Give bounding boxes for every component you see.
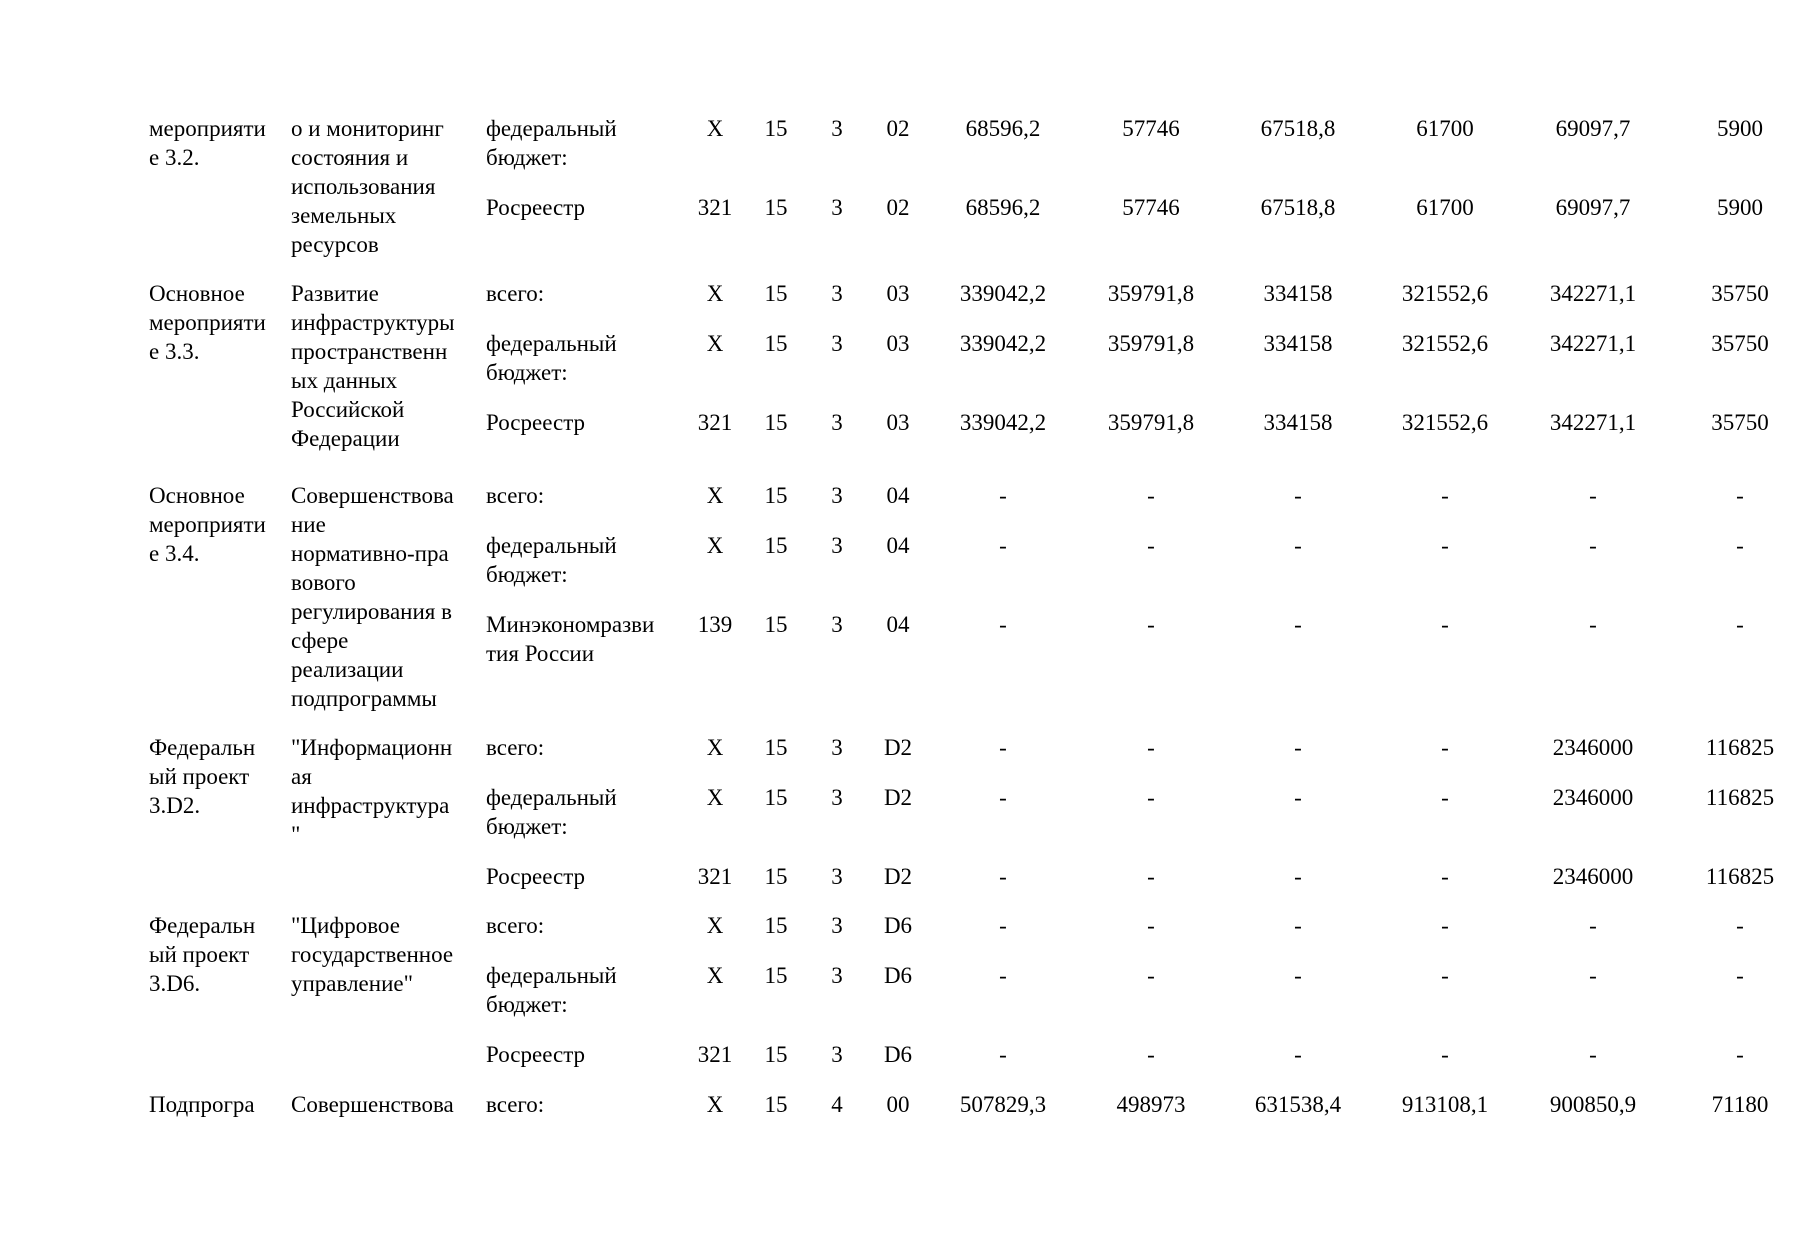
- amount-value: -: [999, 913, 1007, 938]
- amount-value: 61700: [1416, 195, 1474, 220]
- amount-value: -: [1589, 1042, 1597, 1067]
- amount-value: -: [1147, 1042, 1155, 1067]
- amount-value: -: [999, 612, 1007, 637]
- amount-value: 67518,8: [1260, 195, 1336, 220]
- item-name-text: ая: [291, 764, 312, 789]
- item-name-text: "Информационн: [291, 735, 453, 760]
- item-name-text: использования: [291, 174, 436, 199]
- item-name-text: ": [291, 822, 301, 847]
- amount-value: -: [1147, 533, 1155, 558]
- code-grbs: X: [706, 483, 724, 508]
- amount-value: -: [1441, 483, 1449, 508]
- amount-value: 913108,1: [1401, 1092, 1489, 1117]
- amount-value: -: [1441, 612, 1449, 637]
- amount-value: -: [1589, 913, 1597, 938]
- amount-value: 2346000: [1552, 735, 1634, 760]
- funding-source-text: Росреестр: [486, 195, 586, 220]
- funding-source-text: бюджет:: [486, 145, 568, 170]
- amount-value: -: [1441, 913, 1449, 938]
- code-pgp: 3: [831, 735, 843, 760]
- code-grbs: X: [706, 785, 724, 810]
- code-pgp: 3: [831, 116, 843, 141]
- funding-source-text: Росреестр: [486, 864, 586, 889]
- item-type-text: 3.D6.: [149, 971, 201, 996]
- amount-value: 334158: [1263, 281, 1333, 306]
- amount-value: 339042,2: [959, 331, 1047, 356]
- funding-source-text: бюджет:: [486, 814, 568, 839]
- amount-value: 5900: [1717, 116, 1763, 141]
- item-name-text: регулирования в: [291, 599, 452, 624]
- amount-value: 5900: [1717, 195, 1763, 220]
- amount-value: -: [1589, 483, 1597, 508]
- item-type-text: е 3.4.: [149, 541, 200, 566]
- amount-value: -: [1736, 963, 1744, 988]
- code-gp: 15: [764, 331, 788, 356]
- code-gp: 15: [764, 195, 788, 220]
- code-gp: 15: [764, 913, 788, 938]
- amount-value: 342271,1: [1549, 331, 1637, 356]
- amount-value: 116825: [1705, 785, 1775, 810]
- amount-value: 507829,3: [959, 1092, 1047, 1117]
- code-pgp: 3: [831, 281, 843, 306]
- item-type-text: Федеральн: [149, 913, 256, 938]
- code-grbs: X: [706, 331, 724, 356]
- item-name-text: ресурсов: [291, 232, 379, 257]
- code-om: D6: [883, 963, 913, 988]
- item-name-text: инфраструктуры: [291, 310, 455, 335]
- amount-value: 68596,2: [965, 116, 1041, 141]
- code-grbs: X: [706, 281, 724, 306]
- amount-value: -: [1736, 612, 1744, 637]
- amount-value: -: [1441, 1042, 1449, 1067]
- code-om: D2: [883, 785, 913, 810]
- code-pgp: 3: [831, 864, 843, 889]
- item-type-text: Федеральн: [149, 735, 256, 760]
- funding-source-text: бюджет:: [486, 562, 568, 587]
- item-name-text: Российской: [291, 397, 405, 422]
- funding-source-text: всего:: [486, 735, 545, 760]
- amount-value: 2346000: [1552, 864, 1634, 889]
- item-name-text: состояния и: [291, 145, 409, 170]
- code-om: 00: [886, 1092, 910, 1117]
- amount-value: -: [1441, 533, 1449, 558]
- funding-source-text: Росреестр: [486, 410, 586, 435]
- funding-source-text: федеральный: [486, 116, 617, 141]
- amount-value: 900850,9: [1549, 1092, 1637, 1117]
- amount-value: -: [1294, 533, 1302, 558]
- funding-source-text: всего:: [486, 1092, 545, 1117]
- amount-value: -: [1589, 533, 1597, 558]
- code-pgp: 3: [831, 410, 843, 435]
- amount-value: 57746: [1122, 195, 1180, 220]
- item-name-text: вового: [291, 570, 356, 595]
- amount-value: -: [1441, 864, 1449, 889]
- code-gp: 15: [764, 785, 788, 810]
- amount-value: -: [1147, 483, 1155, 508]
- code-grbs: X: [706, 963, 724, 988]
- code-grbs: X: [706, 913, 724, 938]
- item-name-text: реализации: [291, 657, 404, 682]
- amount-value: 498973: [1116, 1092, 1186, 1117]
- item-name-text: "Цифровое: [291, 913, 400, 938]
- amount-value: 359791,8: [1107, 281, 1195, 306]
- code-pgp: 3: [831, 331, 843, 356]
- code-om: D6: [883, 913, 913, 938]
- code-pgp: 3: [831, 612, 843, 637]
- funding-source-text: тия России: [486, 641, 595, 666]
- funding-source-text: бюджет:: [486, 360, 568, 385]
- amount-value: -: [1736, 483, 1744, 508]
- item-type-text: мероприяти: [149, 310, 266, 335]
- item-name-text: сфере: [291, 628, 349, 653]
- code-pgp: 3: [831, 963, 843, 988]
- amount-value: -: [1147, 785, 1155, 810]
- code-om: 02: [886, 116, 910, 141]
- amount-value: -: [1736, 913, 1744, 938]
- amount-value: -: [1147, 913, 1155, 938]
- amount-value: -: [1589, 963, 1597, 988]
- code-om: D6: [883, 1042, 913, 1067]
- amount-value: -: [999, 533, 1007, 558]
- funding-source-text: всего:: [486, 913, 545, 938]
- funding-source-text: всего:: [486, 483, 545, 508]
- amount-value: 339042,2: [959, 281, 1047, 306]
- item-type-text: Основное: [149, 281, 245, 306]
- amount-value: 321552,6: [1401, 331, 1489, 356]
- amount-value: 321552,6: [1401, 410, 1489, 435]
- amount-value: 35750: [1711, 331, 1769, 356]
- amount-value: -: [1736, 533, 1744, 558]
- item-name-text: государственное: [291, 942, 454, 967]
- amount-value: 334158: [1263, 410, 1333, 435]
- amount-value: -: [1441, 735, 1449, 760]
- amount-value: -: [1294, 963, 1302, 988]
- item-name-text: управление": [291, 971, 413, 996]
- item-name-text: ых данных: [291, 368, 398, 393]
- code-om: D2: [883, 864, 913, 889]
- code-om: 02: [886, 195, 910, 220]
- amount-value: 71180: [1711, 1092, 1769, 1117]
- code-grbs: 321: [697, 195, 733, 220]
- amount-value: -: [999, 785, 1007, 810]
- amount-value: -: [1441, 785, 1449, 810]
- item-name-text: нормативно-пра: [291, 541, 449, 566]
- item-name-text: Развитие: [291, 281, 379, 306]
- code-grbs: 321: [697, 864, 733, 889]
- item-name-text: Федерации: [291, 426, 400, 451]
- funding-source-text: бюджет:: [486, 992, 568, 1017]
- code-grbs: X: [706, 533, 724, 558]
- funding-source-text: федеральный: [486, 331, 617, 356]
- amount-value: -: [1294, 864, 1302, 889]
- code-gp: 15: [764, 735, 788, 760]
- amount-value: -: [1589, 612, 1597, 637]
- amount-value: 116825: [1705, 735, 1775, 760]
- code-gp: 15: [764, 1092, 788, 1117]
- item-name-text: ние: [291, 512, 326, 537]
- amount-value: -: [999, 864, 1007, 889]
- funding-source-text: Росреестр: [486, 1042, 586, 1067]
- code-om: 04: [886, 533, 910, 558]
- amount-value: -: [1441, 963, 1449, 988]
- code-gp: 15: [764, 281, 788, 306]
- funding-source-text: Минэкономразви: [486, 612, 655, 637]
- amount-value: 359791,8: [1107, 331, 1195, 356]
- amount-value: -: [999, 963, 1007, 988]
- amount-value: -: [1294, 483, 1302, 508]
- amount-value: 35750: [1711, 410, 1769, 435]
- code-pgp: 3: [831, 533, 843, 558]
- code-pgp: 3: [831, 483, 843, 508]
- code-om: 03: [886, 331, 910, 356]
- amount-value: 342271,1: [1549, 410, 1637, 435]
- code-pgp: 3: [831, 1042, 843, 1067]
- item-name-text: о и мониторинг: [291, 116, 444, 141]
- item-type-text: е 3.3.: [149, 339, 200, 364]
- code-grbs: X: [706, 735, 724, 760]
- amount-value: 631538,4: [1254, 1092, 1342, 1117]
- amount-value: 68596,2: [965, 195, 1041, 220]
- code-grbs: 321: [697, 410, 733, 435]
- amount-value: 69097,7: [1555, 116, 1631, 141]
- code-gp: 15: [764, 612, 788, 637]
- amount-value: 57746: [1122, 116, 1180, 141]
- item-type-text: мероприяти: [149, 116, 266, 141]
- amount-value: 69097,7: [1555, 195, 1631, 220]
- code-pgp: 3: [831, 913, 843, 938]
- code-grbs: 321: [697, 1042, 733, 1067]
- amount-value: 35750: [1711, 281, 1769, 306]
- item-type-text: ый проект: [149, 764, 250, 789]
- item-name-text: пространственн: [291, 339, 448, 364]
- code-gp: 15: [764, 864, 788, 889]
- amount-value: 321552,6: [1401, 281, 1489, 306]
- code-gp: 15: [764, 963, 788, 988]
- amount-value: 342271,1: [1549, 281, 1637, 306]
- item-name-text: инфраструктура: [291, 793, 450, 818]
- amount-value: -: [1147, 963, 1155, 988]
- amount-value: -: [1736, 1042, 1744, 1067]
- amount-value: 334158: [1263, 331, 1333, 356]
- funding-source-text: федеральный: [486, 533, 617, 558]
- code-grbs: X: [706, 116, 724, 141]
- amount-value: 67518,8: [1260, 116, 1336, 141]
- amount-value: -: [1294, 735, 1302, 760]
- code-gp: 15: [764, 116, 788, 141]
- item-name-text: земельных: [291, 203, 397, 228]
- item-type-text: е 3.2.: [149, 145, 200, 170]
- code-gp: 15: [764, 1042, 788, 1067]
- amount-value: -: [1294, 612, 1302, 637]
- amount-value: 2346000: [1552, 785, 1634, 810]
- amount-value: -: [999, 735, 1007, 760]
- amount-value: 359791,8: [1107, 410, 1195, 435]
- funding-source-text: федеральный: [486, 785, 617, 810]
- funding-source-text: федеральный: [486, 963, 617, 988]
- amount-value: -: [1147, 612, 1155, 637]
- code-om: 03: [886, 410, 910, 435]
- amount-value: -: [999, 483, 1007, 508]
- amount-value: -: [1294, 1042, 1302, 1067]
- amount-value: -: [1294, 913, 1302, 938]
- item-name-text: Совершенствова: [291, 1092, 454, 1117]
- item-type-text: мероприяти: [149, 512, 266, 537]
- amount-value: -: [1147, 735, 1155, 760]
- code-om: D2: [883, 735, 913, 760]
- code-pgp: 4: [831, 1092, 843, 1117]
- code-om: 04: [886, 483, 910, 508]
- item-type-text: ый проект: [149, 942, 250, 967]
- item-type-text: Основное: [149, 483, 245, 508]
- item-type-text: Подпрогра: [149, 1092, 255, 1117]
- code-om: 03: [886, 281, 910, 306]
- item-name-text: Совершенствова: [291, 483, 454, 508]
- amount-value: 116825: [1705, 864, 1775, 889]
- code-gp: 15: [764, 410, 788, 435]
- code-gp: 15: [764, 533, 788, 558]
- code-om: 04: [886, 612, 910, 637]
- code-pgp: 3: [831, 195, 843, 220]
- code-grbs: X: [706, 1092, 724, 1117]
- amount-value: -: [1147, 864, 1155, 889]
- funding-source-text: всего:: [486, 281, 545, 306]
- code-pgp: 3: [831, 785, 843, 810]
- amount-value: -: [999, 1042, 1007, 1067]
- amount-value: 61700: [1416, 116, 1474, 141]
- item-type-text: 3.D2.: [149, 793, 201, 818]
- item-name-text: подпрограммы: [291, 686, 437, 711]
- amount-value: 339042,2: [959, 410, 1047, 435]
- code-grbs: 139: [697, 612, 733, 637]
- amount-value: -: [1294, 785, 1302, 810]
- code-gp: 15: [764, 483, 788, 508]
